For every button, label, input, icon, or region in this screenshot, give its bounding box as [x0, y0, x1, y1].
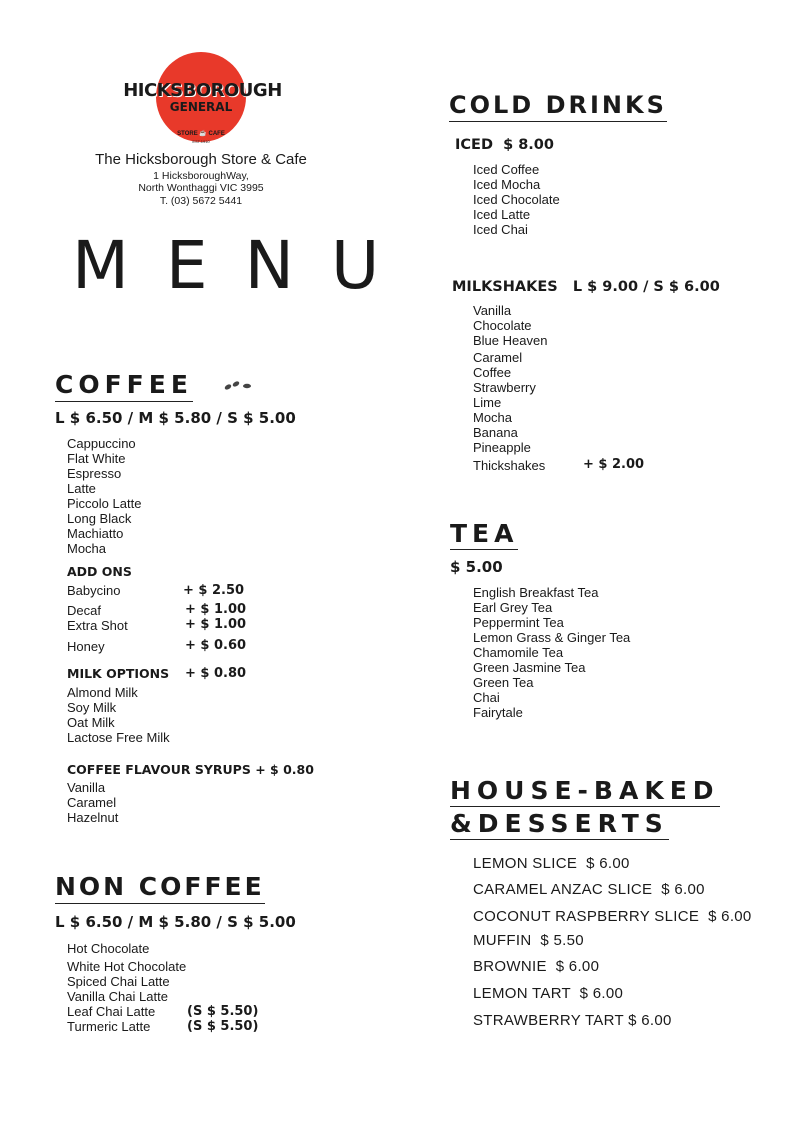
list-item: Long Black	[67, 511, 132, 526]
addon-price: + $ 0.60	[185, 638, 247, 653]
logo-line4: EST.1910	[192, 139, 210, 144]
list-item: Green Tea	[473, 675, 534, 690]
dessert-item: COCONUT RASPBERRY SLICE $ 6.00	[473, 908, 752, 925]
list-item: Fairytale	[473, 705, 523, 720]
store-name: The Hicksborough Store & Cafe	[95, 151, 307, 168]
list-item: Vanilla Chai Latte	[67, 989, 168, 1004]
logo-line1: HICKSBOROUGH	[123, 80, 282, 101]
list-item: Earl Grey Tea	[473, 600, 553, 615]
milkshakes-title: MILKSHAKES L $ 9.00 / S $ 6.00	[452, 279, 720, 295]
iced-list	[473, 162, 560, 237]
dessert-item: CARAMEL ANZAC SLICE $ 6.00	[473, 881, 705, 898]
list-item: Chamomile Tea	[473, 645, 564, 660]
list-item: Espresso	[67, 466, 122, 481]
list-item: Lime	[473, 395, 502, 410]
milk-list	[67, 685, 170, 745]
cold-drinks-heading: COLD DRINKS	[449, 91, 667, 122]
list-item: Iced Mocha	[473, 177, 541, 192]
list-item: Flat White	[67, 451, 126, 466]
desserts-heading-line1: HOUSE-BAKED	[450, 776, 720, 805]
store-phone: T. (03) 5672 5441	[159, 195, 243, 207]
syrups-list	[67, 780, 118, 825]
store-address-line2: North Wonthaggi VIC 3995	[138, 182, 264, 194]
list-item: Almond Milk	[67, 685, 138, 700]
item-price: (S $ 5.50)	[187, 1019, 259, 1034]
coffee-beans-icon	[222, 378, 254, 397]
list-item: Banana	[473, 425, 518, 440]
list-item: Oat Milk	[67, 715, 115, 730]
list-item: Iced Chocolate	[473, 192, 560, 207]
list-item: Mocha	[67, 541, 107, 556]
list-item: Turmeric Latte	[67, 1019, 151, 1034]
tea-price: $ 5.00	[450, 558, 503, 576]
addons-title: ADD ONS	[67, 564, 132, 579]
list-item: Chai	[473, 690, 500, 705]
syrups-title: COFFEE FLAVOUR SYRUPS + $ 0.80	[67, 762, 314, 777]
list-item: Hazelnut	[67, 810, 119, 825]
logo-line3: STORE ☕ CAFE	[177, 131, 225, 137]
dessert-item: BROWNIE $ 6.00	[473, 958, 600, 975]
list-item: Caramel	[67, 795, 117, 810]
coffee-heading: COFFEE	[55, 370, 193, 402]
milk-options-price: + $ 0.80	[185, 666, 247, 681]
iced-title: ICED $ 8.00	[455, 137, 554, 153]
list-item: Coffee	[473, 365, 512, 380]
list-item: Machiatto	[67, 526, 124, 541]
list-item: Mocha	[473, 410, 513, 425]
list-item: Leaf Chai Latte	[67, 1004, 156, 1019]
dessert-item: STRAWBERRY TART $ 6.00	[473, 1012, 672, 1029]
list-item: Latte	[67, 481, 96, 496]
list-item: Iced Latte	[473, 207, 531, 222]
list-item: Strawberry	[473, 380, 536, 395]
desserts-heading-line2: &DESSERTS	[450, 809, 669, 838]
thickshakes-label: Thickshakes	[473, 458, 546, 473]
thickshakes-price: + $ 2.00	[583, 457, 645, 472]
logo-line2: GENERAL	[169, 100, 233, 114]
addon-price: + $ 1.00	[185, 617, 247, 632]
coffee-prices: L $ 6.50 / M $ 5.80 / S $ 5.00	[55, 409, 296, 427]
non-coffee-heading: NON COFFEE	[55, 872, 265, 904]
list-item: Soy Milk	[67, 700, 117, 715]
menu-title: M E N U	[72, 227, 388, 304]
milkshakes-list	[473, 303, 547, 455]
list-item: Caramel	[473, 350, 523, 365]
list-item: Blue Heaven	[473, 333, 548, 348]
store-address-line1: 1 HicksboroughWay,	[153, 170, 249, 182]
store-logo	[120, 50, 285, 150]
addon-name: Honey	[67, 639, 105, 654]
dessert-item: LEMON SLICE $ 6.00	[473, 855, 630, 872]
addon-price: + $ 2.50	[183, 583, 245, 598]
milk-options-title: MILK OPTIONS	[67, 666, 170, 681]
list-item: Lemon Grass & Ginger Tea	[473, 630, 631, 645]
list-item: Lactose Free Milk	[67, 730, 170, 745]
dessert-item: LEMON TART $ 6.00	[473, 985, 624, 1002]
list-item: Iced Chai	[473, 222, 528, 237]
list-item: Green Jasmine Tea	[473, 660, 586, 675]
list-item: Iced Coffee	[473, 162, 540, 177]
list-item: Peppermint Tea	[473, 615, 564, 630]
list-item: English Breakfast Tea	[473, 585, 599, 600]
list-item: Piccolo Latte	[67, 496, 142, 511]
list-item: Chocolate	[473, 318, 532, 333]
list-item: Cappuccino	[67, 436, 136, 451]
addon-name: Decaf	[67, 603, 101, 618]
list-item: Vanilla	[473, 303, 512, 318]
addon-price: + $ 1.00	[185, 602, 247, 617]
tea-heading: TEA	[450, 519, 519, 548]
list-item: Vanilla	[67, 780, 106, 795]
coffee-list	[67, 436, 141, 556]
list-item: Spiced Chai Latte	[67, 974, 170, 989]
tea-list	[473, 585, 630, 720]
list-item: Hot Chocolate	[67, 941, 150, 956]
item-price: (S $ 5.50)	[187, 1004, 259, 1019]
addon-name: Babycino	[67, 583, 121, 598]
list-item: White Hot Chocolate	[67, 959, 187, 974]
list-item: Pineapple	[473, 440, 531, 455]
addon-name: Extra Shot	[67, 618, 128, 633]
non-coffee-prices: L $ 6.50 / M $ 5.80 / S $ 5.00	[55, 913, 296, 931]
dessert-item: MUFFIN $ 5.50	[473, 932, 584, 949]
